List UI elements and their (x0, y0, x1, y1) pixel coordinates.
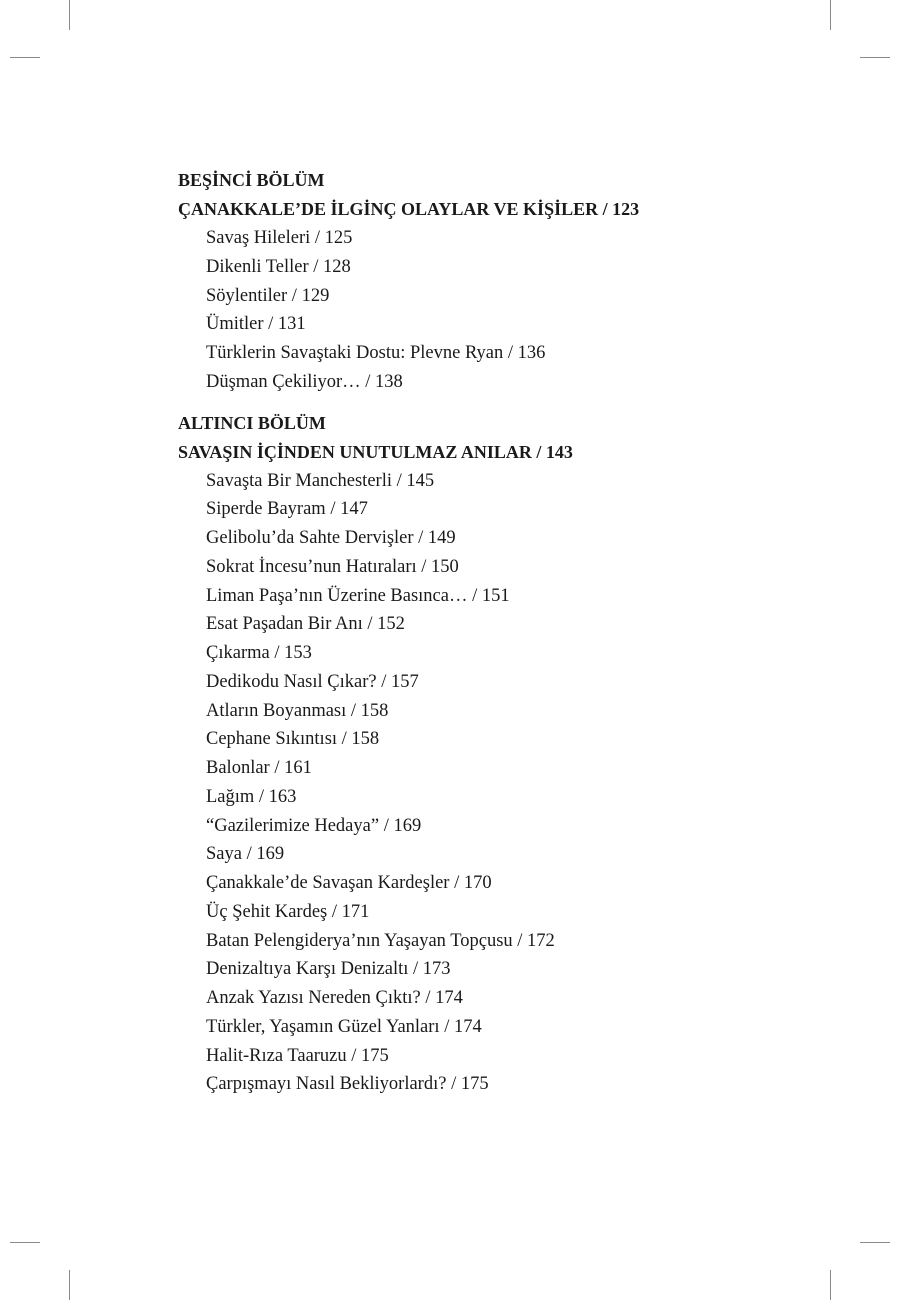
toc-entry: Çarpışmayı Nasıl Bekliyorlardı? / 175 (206, 1074, 489, 1095)
toc-entry: Çıkarma / 153 (206, 643, 312, 663)
toc-entry: Cephane Sıkıntısı / 158 (206, 729, 380, 750)
toc-entry: Söylentiler / 129 (206, 285, 330, 306)
toc-entry: Halit-Rıza Taaruzu / 175 (206, 1045, 389, 1066)
crop-mark-bottom-left-vertical (69, 1270, 70, 1300)
toc-entry: Denizaltıya Karşı Denizaltı / 173 (206, 959, 451, 980)
entry-list (178, 224, 838, 397)
toc-entry: Savaşta Bir Manchesterli / 145 (206, 470, 435, 491)
toc-entry: Saya / 169 (206, 844, 285, 865)
entry-list (178, 467, 838, 1100)
toc-section-sixth (178, 409, 838, 1100)
toc-entry: Üç Şehit Kardeş / 171 (206, 901, 370, 922)
toc-entry: Türkler, Yaşamın Güzel Yanları / 174 (206, 1016, 482, 1037)
crop-mark-top-right-horizontal (860, 57, 890, 58)
toc-entry: Balonlar / 161 (206, 758, 312, 778)
section-label: BEŞİNCİ BÖLÜM (178, 170, 325, 190)
toc-entry: Gelibolu’da Sahte Dervişler / 149 (206, 528, 456, 548)
toc-entry: Siperde Bayram / 147 (206, 499, 368, 520)
toc-section-fifth (178, 166, 838, 397)
toc-entry: Batan Pelengiderya’nın Yaşayan Topçusu / 172 (206, 930, 555, 951)
toc-entry: Ümitler / 131 (206, 314, 306, 335)
section-label: ALTINCI BÖLÜM (178, 412, 326, 433)
crop-mark-top-right-vertical (830, 0, 831, 30)
crop-mark-bottom-right-vertical (830, 1270, 831, 1300)
toc-entry: Dedikodu Nasıl Çıkar? / 157 (206, 671, 419, 692)
toc-entry: Çanakkale’de Savaşan Kardeşler / 170 (206, 873, 492, 893)
toc-entry: Esat Paşadan Bir Anı / 152 (206, 614, 405, 635)
toc-entry: Anzak Yazısı Nereden Çıktı? / 174 (206, 988, 463, 1008)
table-of-contents (178, 166, 838, 1099)
crop-mark-bottom-right-horizontal (860, 1242, 890, 1243)
section-title: SAVAŞIN İÇİNDEN UNUTULMAZ ANILAR / 143 (178, 441, 573, 462)
crop-mark-bottom-left-horizontal (10, 1242, 40, 1243)
toc-entry: Lağım / 163 (206, 786, 297, 807)
toc-entry: Sokrat İncesu’nun Hatıraları / 150 (206, 556, 459, 577)
crop-mark-top-left-vertical (69, 0, 70, 30)
toc-entry: Türklerin Savaştaki Dostu: Plevne Ryan / 136 (206, 343, 546, 363)
toc-entry: Düşman Çekiliyor… / 138 (206, 371, 403, 392)
toc-entry: Dikenli Teller / 128 (206, 256, 351, 277)
crop-mark-top-left-horizontal (10, 57, 40, 58)
toc-entry: Savaş Hileleri / 125 (206, 228, 353, 248)
toc-entry: Liman Paşa’nın Üzerine Basınca… / 151 (206, 585, 510, 606)
section-title: ÇANAKKALE’DE İLGİNÇ OLAYLAR VE KİŞİLER / 123 (178, 199, 640, 219)
toc-entry: Atların Boyanması / 158 (206, 700, 389, 721)
toc-entry: “Gazilerimize Hedaya” / 169 (206, 815, 422, 836)
